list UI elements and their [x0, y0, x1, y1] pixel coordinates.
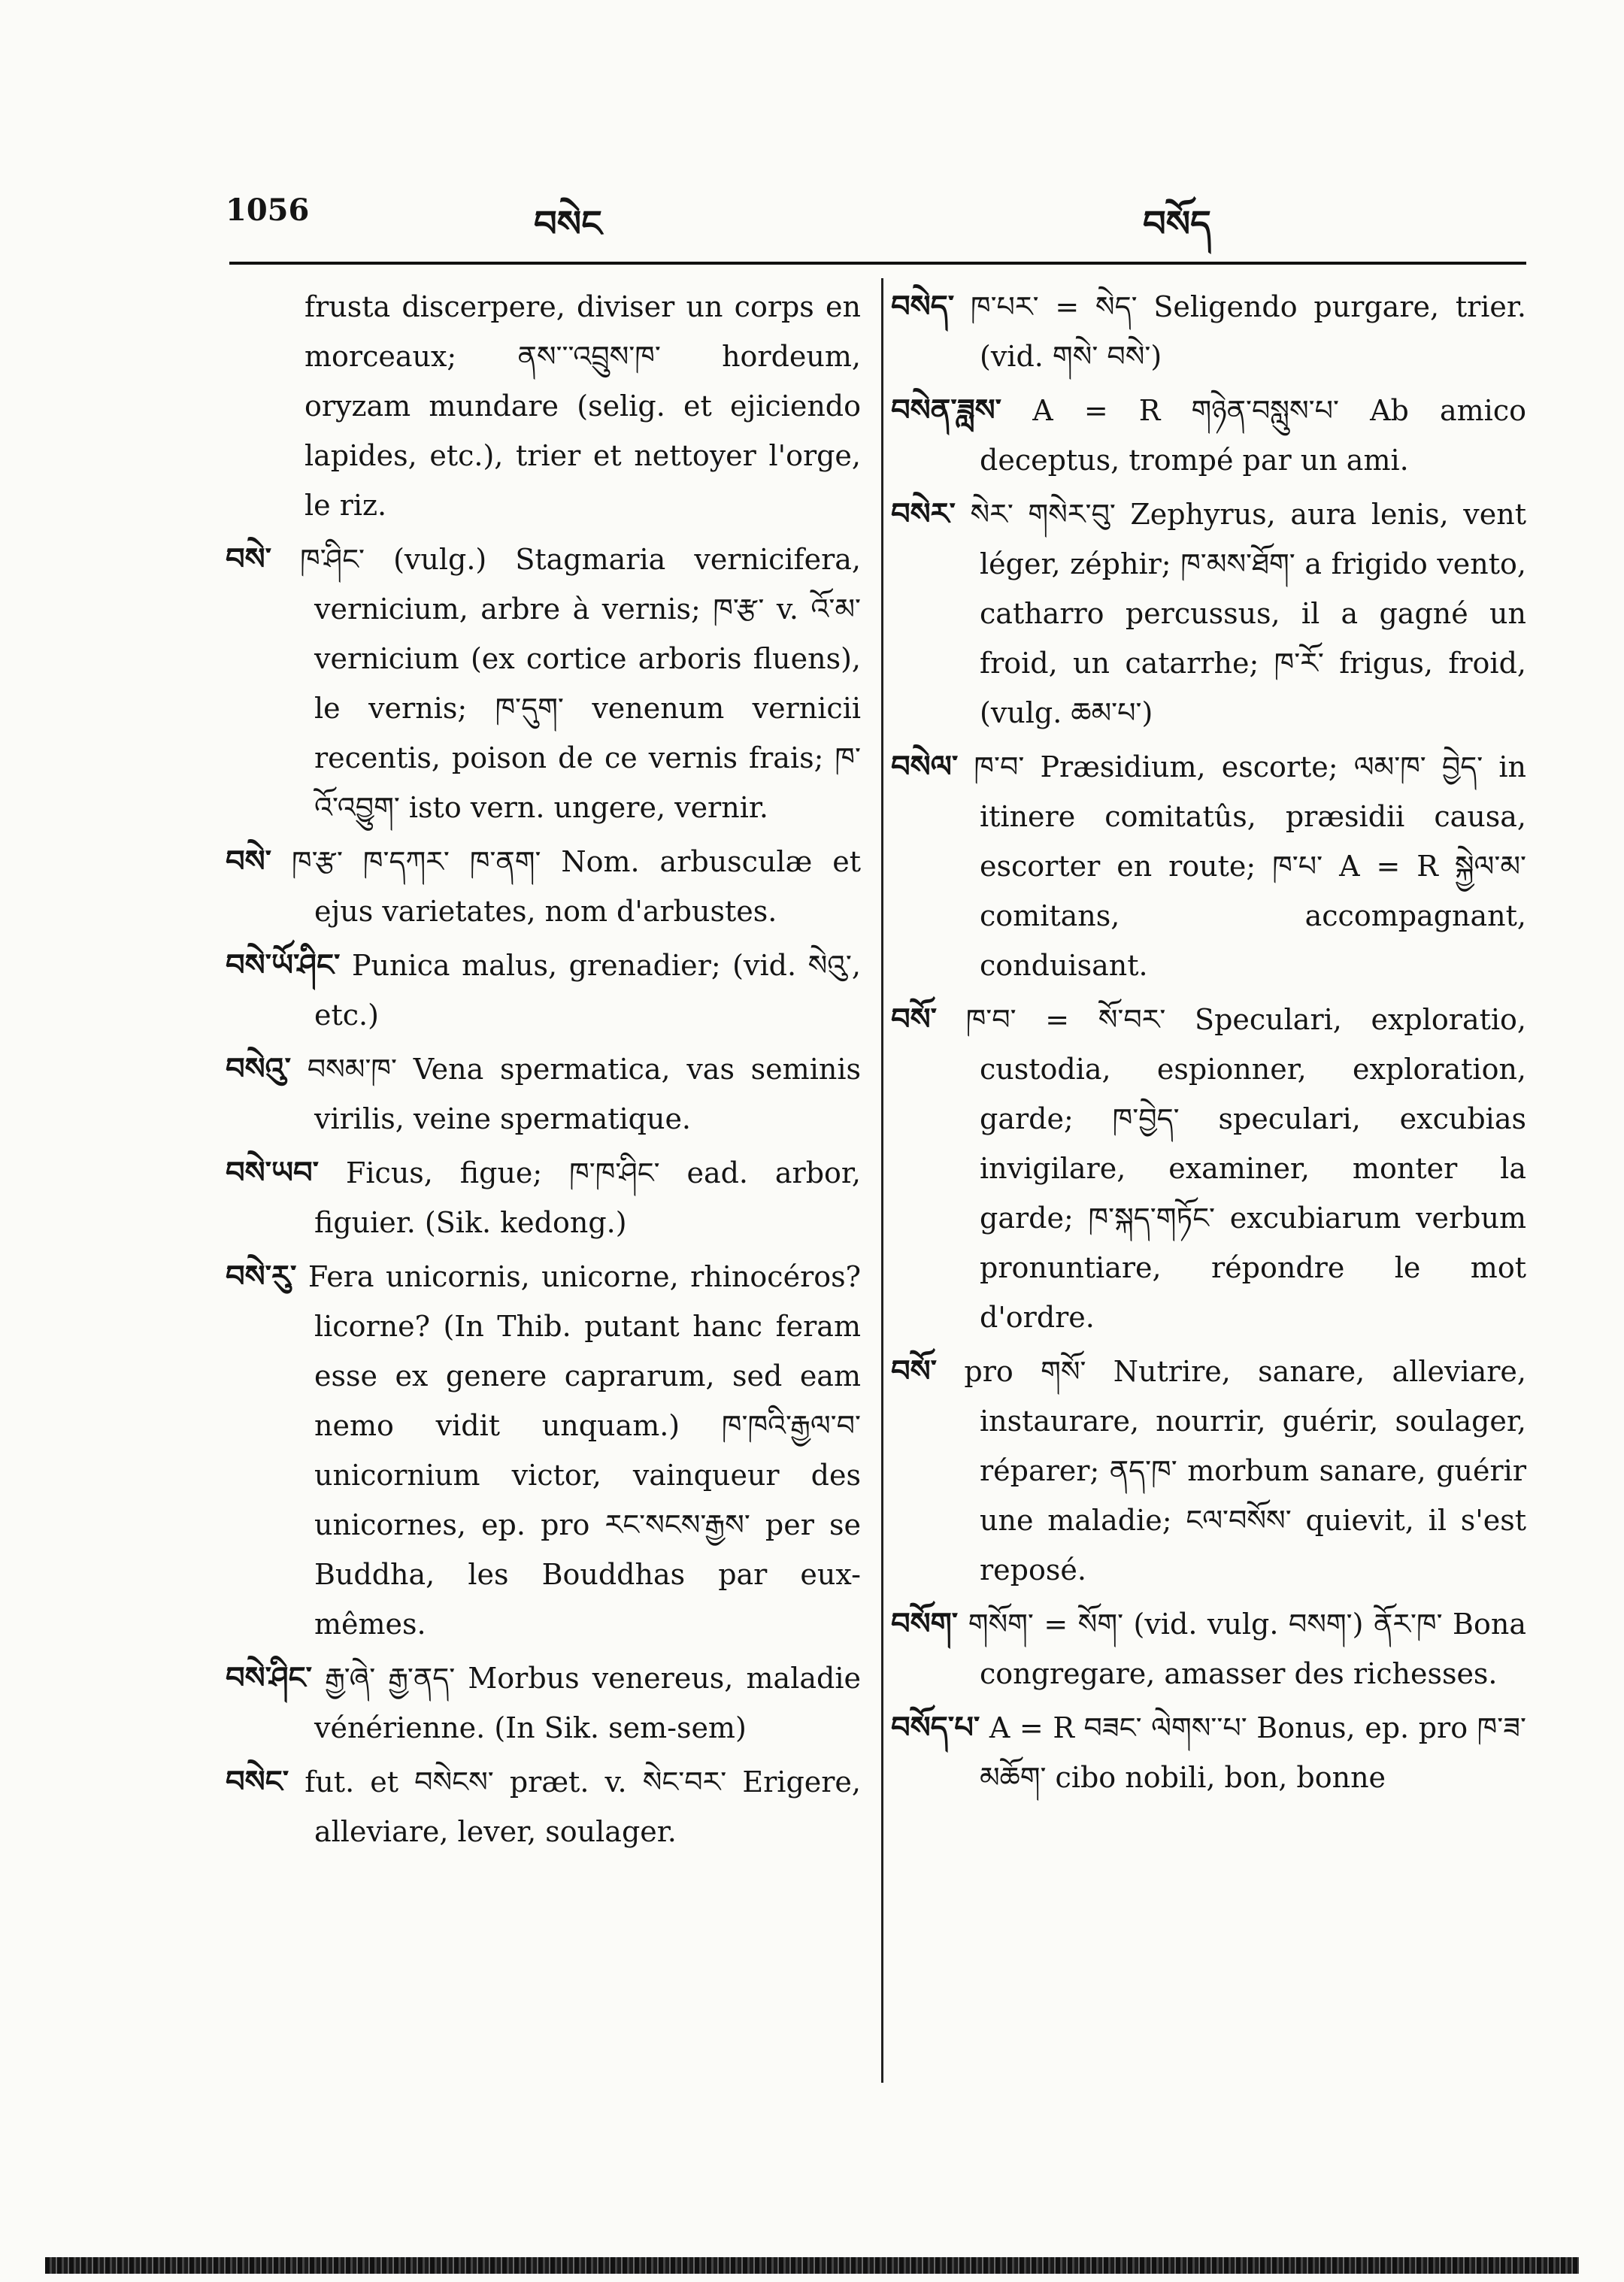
entry-text: སེར་ གསེར་བུ་ Zephyrus, aura lenis, vent léger, zéphir; ཁ་མས་ཐོག་ a frigido vento, catharro percussus, il a gagné un froid, un catarrhe; ཁ་རོ་ frigus, froid, (vulg. ཆམ་པ་) — [970, 498, 1526, 729]
headword: བསེ་ཤིང་ — [226, 1660, 312, 1696]
dictionary-entry — [891, 1703, 1526, 1802]
entry-text: A = R གཉེན་བསླུས་པ་ Ab amico deceptus, trompé par un ami. — [980, 394, 1526, 477]
page-header — [226, 179, 1526, 245]
headword: བསོག་ — [891, 1606, 959, 1641]
entry-text: A = R བཟང་ ལེགས་་པ་ Bonus, ep. pro ཁ་ཟ་མཆོག་ cibo nobili, bon, bonne — [980, 1711, 1526, 1794]
dictionary-entry — [891, 995, 1526, 1342]
headword: བསོ་ — [891, 1002, 938, 1037]
headword: བསེན་ཟླས་ — [891, 392, 1002, 428]
dictionary-entry — [226, 837, 861, 936]
dictionary-entry — [226, 1148, 861, 1247]
headword: བསེ་ — [226, 541, 272, 577]
running-head-right: བསོད — [1143, 203, 1211, 245]
dictionary-entry — [891, 1347, 1526, 1595]
column-divider — [881, 278, 883, 2083]
entry-text: ཁ་བ་ = སོ་བར་ Speculari, exploratio, custodia, espionner, exploration, garde; ཁ་བྱེད་ speculari, excubias invigilare, examiner, monter la garde; ཁ་སྐད་གཏོང་ excubiarum verbum pronuntiare, répondre le mot d'ordre. — [965, 1003, 1526, 1334]
headword: བསེའུ་ — [226, 1051, 292, 1086]
headword: བསེར་ — [891, 496, 956, 532]
dictionary-entry — [226, 1757, 861, 1856]
left-column — [226, 282, 861, 1861]
headword: བསོད་པ་ — [891, 1710, 980, 1745]
entry-text: Fera unicornis, unicorne, rhinocéros? licorne? (In Thib. putant hanc feram esse ex genere caprarum, sed eam nemo vidit unquam.) ཁ་ཁའི་རྒྱལ་བ་ unicornium victor, vainqueur des unicornes, ep. pro རང་སངས་རྒྱས་ per se Buddha, les Bouddhas par eux-mêmes. — [308, 1260, 861, 1641]
dictionary-entry — [891, 742, 1526, 990]
headword: བསེ་རུ་ — [226, 1259, 297, 1294]
running-head-left: བསེང — [534, 203, 602, 245]
entry-text: བསམ་ཁ་ Vena spermatica, vas seminis virilis, veine spermatique. — [307, 1053, 861, 1135]
dictionary-entry — [226, 282, 861, 530]
headword: བསེད་ — [891, 289, 955, 324]
dictionary-entry — [226, 1044, 861, 1144]
right-column — [891, 282, 1526, 1807]
page-number: 1056 — [226, 192, 310, 228]
entry-text: ཁ་རྩ་ ཁ་དཀར་ ཁ་ནག་ Nom. arbusculæ et ejus varietates, nom d'arbustes. — [291, 845, 861, 928]
headword: བསེ་ཡབ་ — [226, 1155, 320, 1190]
dictionary-entry — [226, 1653, 861, 1753]
header-rule — [229, 262, 1526, 265]
entry-text: frusta discerpere, diviser un corps en morceaux; ནས་་་འབྲུས་ཁ་ hordeum, oryzam mundare (selig. et ejiciendo lapides, etc.), trier et nettoyer l'orge, le riz. — [304, 290, 861, 522]
headword: བསེང་ — [226, 1764, 289, 1799]
dictionary-entry — [226, 1252, 861, 1649]
headword: བསེ་ཡོ་ཤིང་ — [226, 947, 341, 983]
headword: བསེལ་ — [891, 749, 959, 784]
dictionary-entry — [226, 535, 861, 832]
headword: བསེ་ — [226, 844, 272, 879]
entry-text: གསོག་ = སོག་ (vid. vulg. བསག་) ནོར་ཁ་ Bona congregare, amasser des richesses. — [968, 1608, 1526, 1690]
dictionary-entry — [226, 941, 861, 1040]
entry-text: Punica malus, grenadier; (vid. སེའུ་, etc.) — [314, 949, 861, 1032]
entry-text: རྒྱ་ཞེ་ རྒྱ་ནད་ Morbus venereus, maladie vénérienne. (In Sik. sem-sem) — [314, 1662, 861, 1744]
entry-text: ཁ་ཤིང་ (vulg.) Stagmaria vernicifera, vernicium, arbre à vernis; ཁ་རྩ་ v. འོ་མ་ vernicium (ex cortice arboris fluens), le vernis; ཁ་དུག་ venenum vernicii recentis, poison de ce vernis frais; ཁ་འོ་འབྱུག་ isto vern. ungere, vernir. — [300, 543, 861, 824]
entry-text: ཁ་པར་ = སེད་ Seligendo purgare, trier. (vid. གསེ་ བསེ་) — [970, 290, 1526, 373]
dictionary-entry — [891, 386, 1526, 485]
dictionary-entry — [891, 489, 1526, 738]
dictionary-entry — [891, 282, 1526, 381]
entry-text: fut. et བསེངས་ præt. v. སེང་བར་ Erigere, alleviare, lever, soulager. — [304, 1765, 861, 1848]
entry-text: ཁ་བ་ Præsidium, escorte; ལམ་ཁ་ བྱེད་ in itinere comitatûs, præsidii causa, escorter en route; ཁ་པ་ A = R སྐྱེལ་མ་ comitans, accompagnant, conduisant. — [974, 750, 1526, 982]
entry-text: Ficus, figue; ཁ་ཁ་ཤིང་ ead. arbor, figuier. (Sik. kedong.) — [314, 1156, 861, 1239]
headword: བསོ་ — [891, 1353, 938, 1389]
dictionary-entry — [891, 1599, 1526, 1699]
entry-text: pro གསོ་ Nutrire, sanare, alleviare, instaurare, nourrir, guérir, soulager, réparer; ནད་ཁ་ morbum sanare, guérir une maladie; ངལ་བསོས་ quievit, il s'est reposé. — [964, 1355, 1526, 1586]
scan-edge-strip — [45, 2257, 1579, 2274]
